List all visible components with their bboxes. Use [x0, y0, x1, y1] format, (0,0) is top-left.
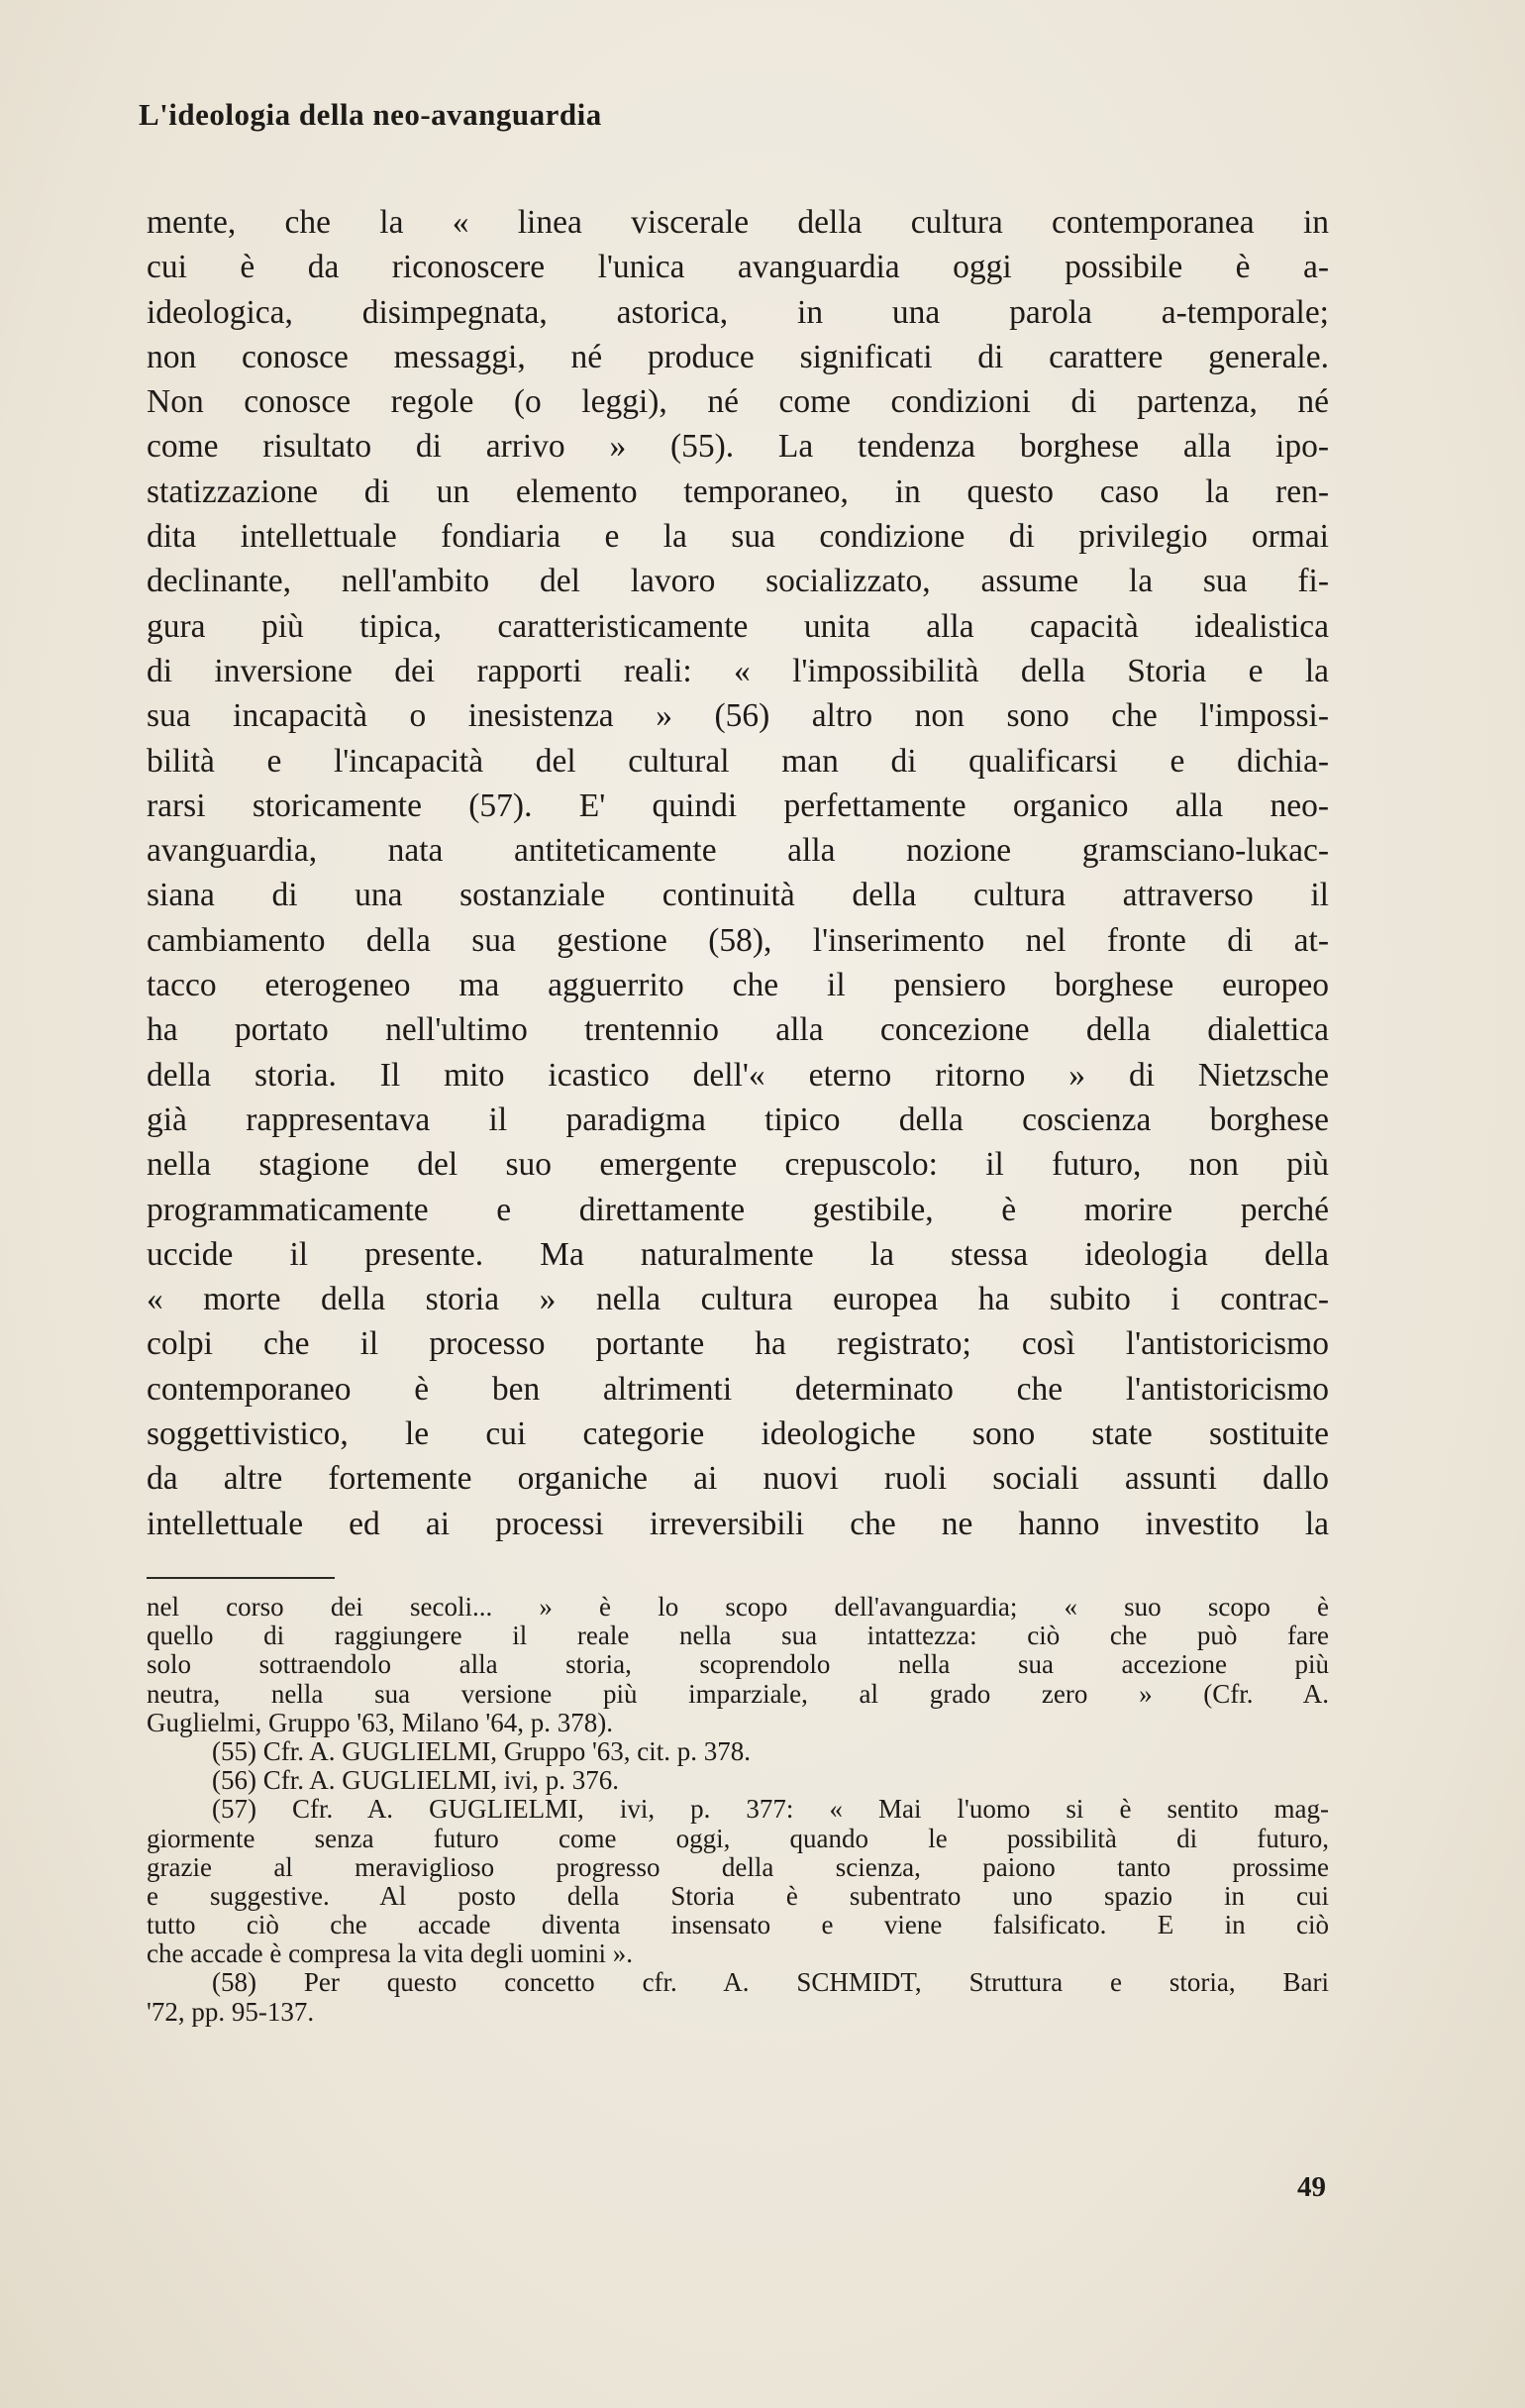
- body-line: già rappresentava il paradigma tipico della coscienza borghese: [147, 1100, 1329, 1138]
- body-line: avanguardia, nata antiteticamente alla nozione gramsciano-lukac-: [147, 832, 1329, 870]
- footnote-divider: [147, 1577, 335, 1579]
- footnote-58: (58) Per questo concetto cfr. A. SCHMIDT, Struttura e storia, Bari: [212, 1968, 1329, 1998]
- footnote-55: (55) Cfr. A. GUGLIELMI, Gruppo '63, cit. p. 378.: [212, 1736, 752, 1766]
- body-line: « morte della storia » nella cultura europea ha subito i contrac-: [147, 1281, 1329, 1318]
- body-line: rarsi storicamente (57). E' quindi perfettamente organico alla neo-: [147, 786, 1329, 824]
- body-text: [147, 200, 1329, 1546]
- footnote-56: (56) Cfr. A. GUGLIELMI, ivi, p. 376.: [212, 1766, 619, 1796]
- body-line: gura più tipica, caratteristicamente unita alla capacità idealistica: [147, 607, 1329, 645]
- body-line: soggettivistico, le cui categorie ideologiche sono state sostituite: [147, 1415, 1329, 1453]
- body-line: intellettuale ed ai processi irreversibili che ne hanno investito la: [147, 1505, 1329, 1542]
- body-line: programmaticamente e direttamente gestibile, è morire perché: [147, 1191, 1329, 1228]
- footnote-57: (57) Cfr. A. GUGLIELMI, ivi, p. 377: « Mai l'uomo si è sentito mag-: [212, 1795, 1329, 1825]
- body-line: cambiamento della sua gestione (58), l'inserimento nel fronte di at-: [147, 921, 1329, 959]
- body-line: ideologica, disimpegnata, astorica, in una parola a-temporale;: [147, 293, 1329, 331]
- body-line: sua incapacità o inesistenza » (56) altro non sono che l'impossi-: [147, 697, 1329, 735]
- body-line: statizzazione di un elemento temporaneo, in questo caso la ren-: [147, 472, 1329, 510]
- footnote-line: grazie al meraviglioso progresso della scienza, paiono tanto prossime: [147, 1852, 1329, 1882]
- footnote-line: giormente senza futuro come oggi, quando le possibilità di futuro,: [147, 1824, 1329, 1853]
- footnote-line: Guglielmi, Gruppo '63, Milano '64, p. 378).: [147, 1708, 613, 1737]
- body-line: contemporaneo è ben altrimenti determinato che l'antistoricismo: [147, 1370, 1329, 1408]
- body-line: tacco eterogeneo ma agguerrito che il pensiero borghese europeo: [147, 967, 1329, 1004]
- page-number: 49: [1297, 2171, 1326, 2203]
- footnote-line: '72, pp. 95-137.: [147, 1997, 315, 2027]
- footnote-line: quello di raggiungere il reale nella sua intattezza: ciò che può fare: [147, 1622, 1329, 1651]
- footnote-line: neutra, nella sua versione più imparziale, al grado zero » (Cfr. A.: [147, 1679, 1329, 1709]
- running-header: L'ideologia della neo-avanguardia: [139, 97, 602, 132]
- footnote-line: e suggestive. Al posto della Storia è subentrato uno spazio in cui: [147, 1881, 1329, 1911]
- body-line: bilità e l'incapacità del cultural man di qualificarsi e dichia-: [147, 742, 1329, 780]
- footnotes: [147, 1593, 1329, 2027]
- body-line: dita intellettuale fondiaria e la sua condizione di privilegio ormai: [147, 518, 1329, 556]
- body-line: da altre fortemente organiche ai nuovi ruoli sociali assunti dallo: [147, 1460, 1329, 1498]
- body-line: uccide il presente. Ma naturalmente la stessa ideologia della: [147, 1235, 1329, 1273]
- body-line: siana di una sostanziale continuità della cultura attraverso il: [147, 877, 1329, 914]
- body-line: della storia. Il mito icastico dell'« eterno ritorno » di Nietzsche: [147, 1056, 1329, 1094]
- body-line: come risultato di arrivo » (55). La tendenza borghese alla ipo-: [147, 428, 1329, 466]
- body-line: di inversione dei rapporti reali: « l'impossibilità della Storia e la: [147, 652, 1329, 689]
- footnote-line: nel corso dei secoli... » è lo scopo dell'avanguardia; « suo scopo è: [147, 1593, 1329, 1622]
- body-line: nella stagione del suo emergente crepuscolo: il futuro, non più: [147, 1146, 1329, 1184]
- body-line: Non conosce regole (o leggi), né come condizioni di partenza, né: [147, 383, 1329, 421]
- body-line: ha portato nell'ultimo trentennio alla concezione della dialettica: [147, 1011, 1329, 1049]
- body-line: cui è da riconoscere l'unica avanguardia oggi possibile è a-: [147, 249, 1329, 286]
- body-line: declinante, nell'ambito del lavoro socializzato, assume la sua fi-: [147, 563, 1329, 600]
- body-line: non conosce messaggi, né produce significati di carattere generale.: [147, 338, 1329, 375]
- footnote-line: che accade è compresa la vita degli uomini ».: [147, 1939, 634, 1969]
- footnote-line: tutto ciò che accade diventa insensato e viene falsificato. E in ciò: [147, 1911, 1329, 1940]
- body-line: mente, che la « linea viscerale della cultura contemporanea in: [147, 204, 1329, 241]
- footnote-line: solo sottraendolo alla storia, scoprendolo nella sua accezione più: [147, 1650, 1329, 1680]
- body-line: colpi che il processo portante ha registrato; così l'antistoricismo: [147, 1325, 1329, 1363]
